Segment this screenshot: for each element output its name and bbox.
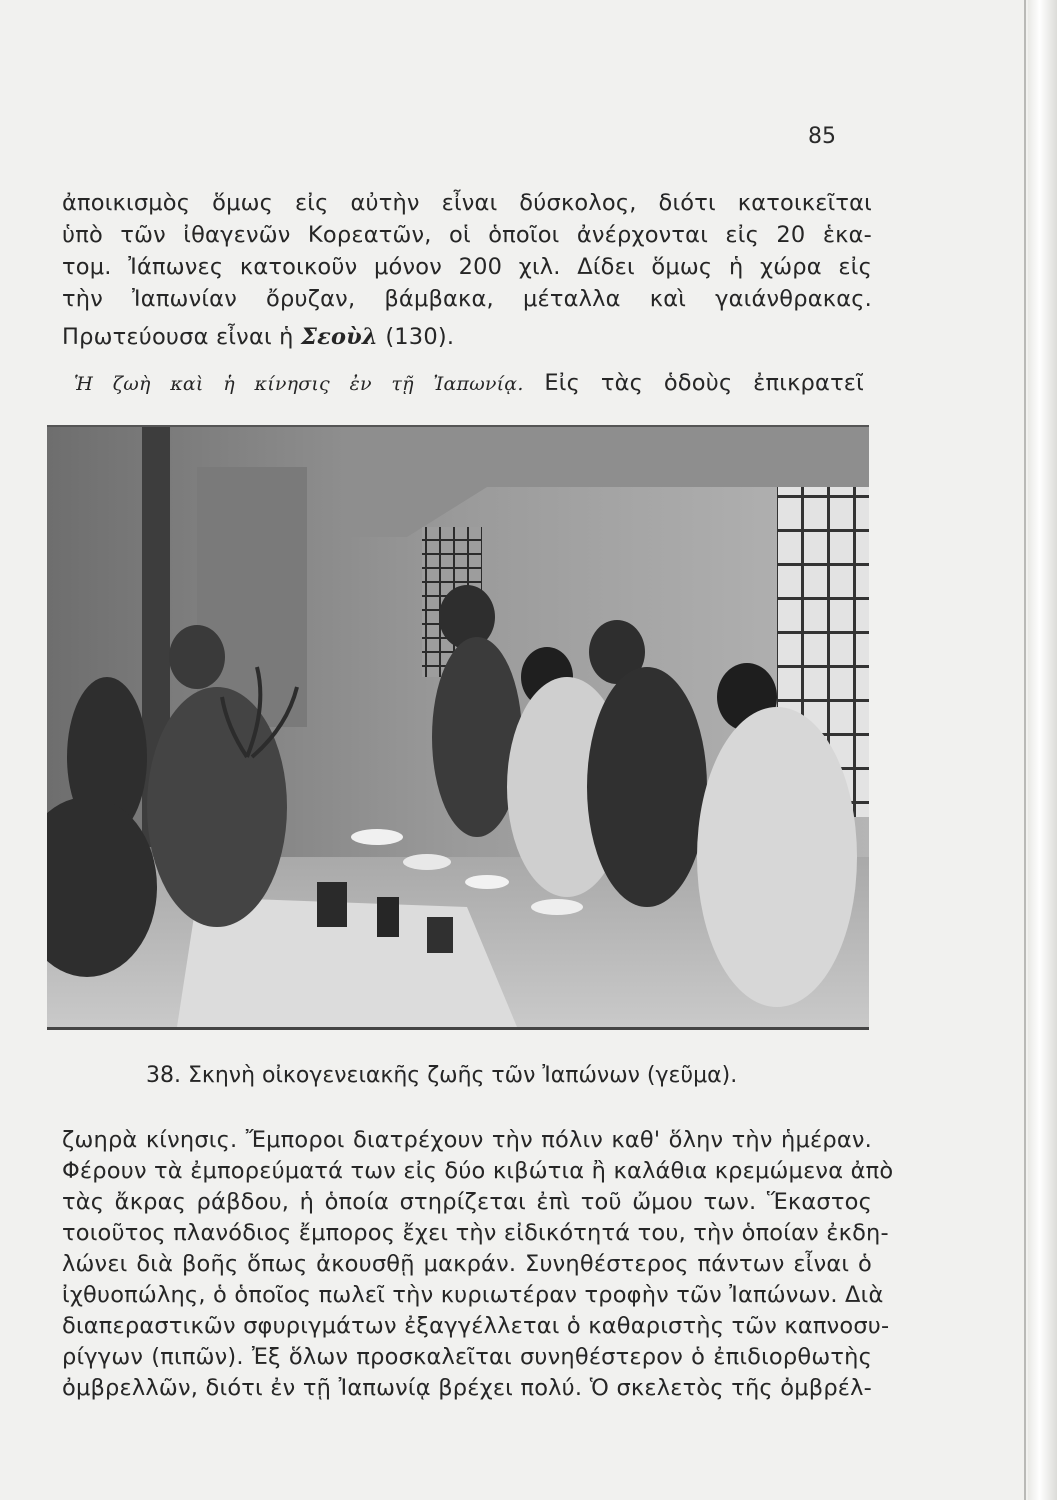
text-line: τὴν Ἰαπωνίαν ὄρυζαν, βάμβακα, μέταλλα καὶ γαιάνθρακας. <box>62 286 872 312</box>
figure-caption: 38. Σκηνὴ οἰκογενειακῆς ζωῆς τῶν Ἰαπώνων (γεῦμα). <box>146 1063 738 1088</box>
text-line: Φέρουν τὰ ἐμπορεύματά των εἰς δύο κιβώτια ἢ καλάθια κρεμώμενα ἀπὸ <box>62 1158 894 1184</box>
photograph-japanese-family-meal <box>47 425 869 1030</box>
photo-illustration <box>47 427 869 1027</box>
page-number: 85 <box>808 124 836 149</box>
text-line: τομ. Ἰάπωνες κατοικοῦν μόνον 200 χιλ. Δίδει ὅμως ἡ χώρα εἰς <box>62 254 872 280</box>
capital-prefix: Πρωτεύουσα εἶναι ἡ <box>62 324 294 350</box>
text-line: ὀμβρελλῶν, διότι ἐν τῇ Ἰαπωνίᾳ βρέχει πολύ. Ὁ σκελετὸς τῆς ὀμβρέλ- <box>62 1375 872 1401</box>
page-edge-line <box>1024 0 1026 1500</box>
text-line: ὑπὸ τῶν ἰθαγενῶν Κορεατῶν, οἱ ὁποῖοι ἀνέρχονται εἰς 20 ἑκα- <box>62 222 872 248</box>
page-edge <box>1028 0 1057 1500</box>
section-heading-continuation: Εἰς τὰς ὁδοὺς ἐπικρατεῖ <box>544 370 864 396</box>
capital-name: Σεοὺλ <box>300 324 378 350</box>
text-line: ἀποικισμὸς ὅμως εἰς αὐτὴν εἶναι δύσκολος, διότι κατοικεῖται <box>62 190 872 216</box>
text-line: ζωηρὰ κίνησις. Ἔμποροι διατρέχουν τὴν πόλιν καθ' ὅλην τὴν ἡμέραν. <box>62 1127 872 1153</box>
text-line-capital <box>62 322 454 352</box>
section-heading-line <box>74 368 864 399</box>
section-heading: Ἡ ζωὴ καὶ ἡ κίνησις ἐν τῇ Ἰαπωνίᾳ. <box>74 373 524 395</box>
text-line: διαπεραστικῶν σφυριγμάτων ἐξαγγέλλεται ὁ καθαριστὴς τῶν καπνοσυ- <box>62 1313 890 1339</box>
text-line: ρίγγων (πιπῶν). Ἐξ ὅλων προσκαλεῖται συνηθέστερον ὁ ἐπιδιορθωτὴς <box>62 1344 872 1370</box>
text-line: ἰχθυοπώλης, ὁ ὁποῖος πωλεῖ τὴν κυριωτέραν τροφὴν τῶν Ἰαπώνων. Διὰ <box>62 1282 884 1308</box>
capital-suffix: (130). <box>385 324 455 350</box>
text-line: τὰς ἄκρας ράβδου, ἡ ὁποία στηρίζεται ἐπὶ τοῦ ὤμου των. Ἕκαστος <box>62 1189 872 1215</box>
text-line: λώνει διὰ βοῆς ὅπως ἀκουσθῇ μακράν. Συνηθέστερος πάντων εἶναι ὁ <box>62 1251 872 1277</box>
text-line: τοιοῦτος πλανόδιος ἔμπορος ἔχει τὴν εἰδικότητά του, τὴν ὁποίαν ἐκδη- <box>62 1220 889 1246</box>
